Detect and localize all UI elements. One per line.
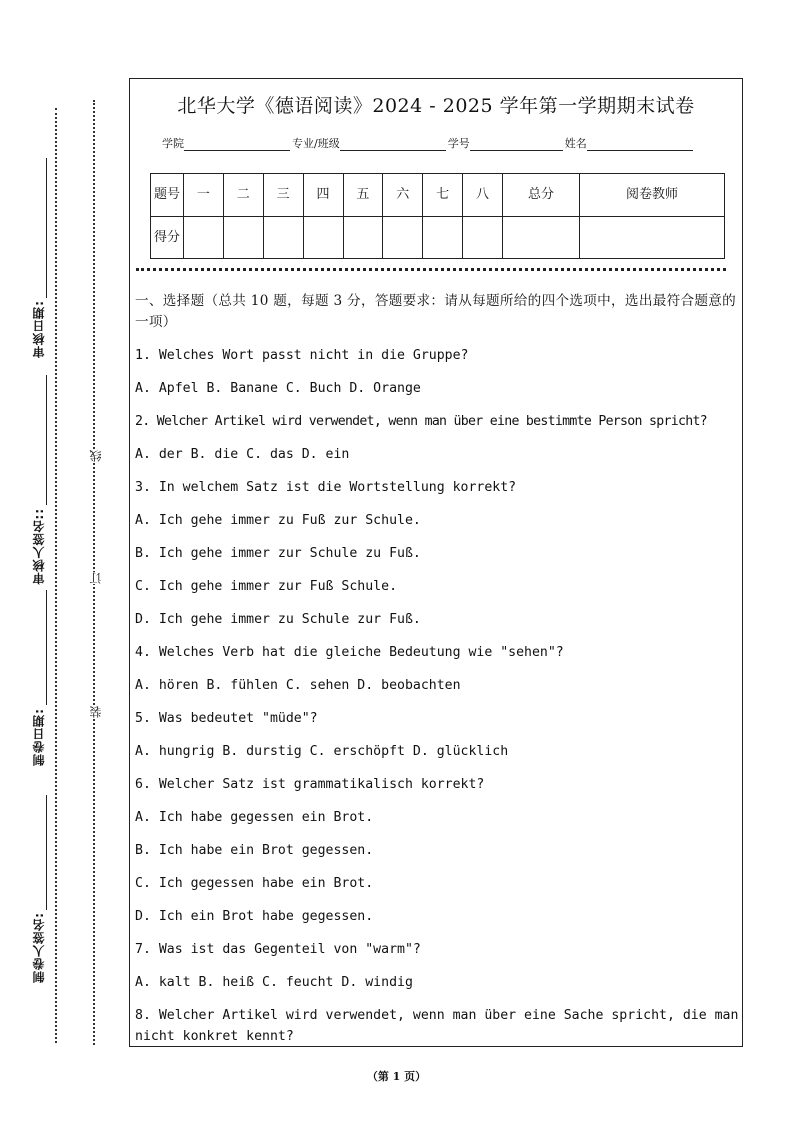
score-row-header: 得分: [151, 216, 184, 259]
binding-char-bind: 装: [89, 706, 103, 718]
question-line: 3. In welchem Satz ist die Wortstellung korrekt?: [135, 480, 517, 495]
page-number: （第 1 页）: [366, 1070, 427, 1083]
question-line: C. Ich gegessen habe ein Brot.: [135, 876, 374, 891]
score-cell[interactable]: [263, 216, 303, 259]
question-number-header: 题号: [151, 174, 184, 217]
question-line: 8. Welcher Artikel wird verwendet, wenn man über eine Sache spricht, die man nicht konkret kennt?: [135, 1008, 739, 1044]
audit-date-blank: [46, 158, 47, 298]
maker-signature-label: 制卷人签名:: [32, 912, 46, 983]
question-line: A. hungrig B. durstig C. erschöpft D. glücklich: [135, 744, 509, 759]
score-table: [150, 173, 725, 259]
score-cell[interactable]: [383, 216, 423, 259]
name-label: 姓名: [564, 137, 587, 150]
score-cell[interactable]: [343, 216, 383, 259]
maker-date-label: 制卷日期:: [32, 708, 46, 766]
question-line: A. Ich gehe immer zu Fuß zur Schule.: [135, 513, 421, 528]
student-info-row: [162, 133, 722, 151]
col-8-header: 八: [463, 174, 503, 217]
question-line: B. Ich habe ein Brot gegessen.: [135, 843, 374, 858]
question-line: A. kalt B. heiß C. feucht D. windig: [135, 975, 413, 990]
question-line: A. hören B. fühlen C. sehen D. beobachten: [135, 678, 461, 693]
score-cell[interactable]: [463, 216, 503, 259]
score-table-header-row: [151, 174, 725, 217]
college-label: 学院: [162, 137, 184, 150]
question-line: D. Ich ein Brot habe gegessen.: [135, 909, 374, 924]
student-id-blank[interactable]: [470, 138, 563, 151]
col-3-header: 三: [263, 174, 303, 217]
question-line: D. Ich gehe immer zu Schule zur Fuß.: [135, 612, 421, 627]
question-line: A. Apfel B. Banane C. Buch D. Orange: [135, 381, 421, 396]
audit-date-label: 审核日期:: [32, 300, 46, 358]
question-line: A. Ich habe gegessen ein Brot.: [135, 810, 374, 825]
exam-paper: [129, 78, 743, 1047]
auditor-signature-blank: [46, 375, 47, 505]
total-score-cell[interactable]: [503, 216, 580, 259]
question-line: A. der B. die C. das D. ein: [135, 447, 350, 462]
section-separator: [136, 268, 726, 271]
score-table-score-row: [151, 216, 725, 259]
col-1-header: 一: [184, 174, 224, 217]
binding-margin: [0, 0, 128, 1122]
question-line: 7. Was ist das Gegenteil von "warm"?: [135, 942, 421, 957]
question-line: C. Ich gehe immer zur Fuß Schule.: [135, 579, 398, 594]
student-id-label: 学号: [447, 137, 470, 150]
section-heading: 一、选择题（总共 10 题，每题 3 分，答题要求：请从每题所给的四个选项中，选出最符合题意的一项）: [135, 293, 737, 330]
major-class-label: 专业/班级: [292, 137, 340, 150]
question-list: [135, 291, 741, 1059]
college-blank[interactable]: [184, 138, 290, 151]
score-cell[interactable]: [223, 216, 263, 259]
col-2-header: 二: [223, 174, 263, 217]
question-line: B. Ich gehe immer zur Schule zu Fuß.: [135, 546, 421, 561]
score-cell[interactable]: [303, 216, 343, 259]
reviewer-cell[interactable]: [580, 216, 725, 259]
question-line: 2. Welcher Artikel wird verwendet, wenn man über eine bestimmte Person spricht?: [135, 414, 707, 429]
question-line: 1. Welches Wort passt nicht in die Gruppe?: [135, 348, 469, 363]
question-line: 4. Welches Verb hat die gleiche Bedeutung wie "sehen"?: [135, 645, 564, 660]
total-score-header: 总分: [503, 174, 580, 217]
col-4-header: 四: [303, 174, 343, 217]
col-5-header: 五: [343, 174, 383, 217]
major-class-blank[interactable]: [340, 138, 446, 151]
question-line: 5. Was bedeutet "müde"?: [135, 711, 318, 726]
col-7-header: 七: [423, 174, 463, 217]
left-dotted-line: [55, 108, 57, 1043]
score-cell[interactable]: [184, 216, 224, 259]
col-6-header: 六: [383, 174, 423, 217]
auditor-signature-label: 审核人签名::: [32, 508, 46, 585]
binding-char-staple: 订: [89, 572, 103, 584]
maker-date-blank: [46, 590, 47, 705]
question-line: 6. Welcher Satz ist grammatikalisch korrekt?: [135, 777, 485, 792]
name-blank[interactable]: [587, 138, 693, 151]
binding-char-line: 线: [89, 450, 103, 462]
maker-signature-blank: [46, 795, 47, 910]
score-cell[interactable]: [423, 216, 463, 259]
exam-title: 北华大学《德语阅读》2024 - 2025 学年第一学期期末试卷: [177, 95, 695, 117]
reviewer-header: 阅卷教师: [580, 174, 725, 217]
